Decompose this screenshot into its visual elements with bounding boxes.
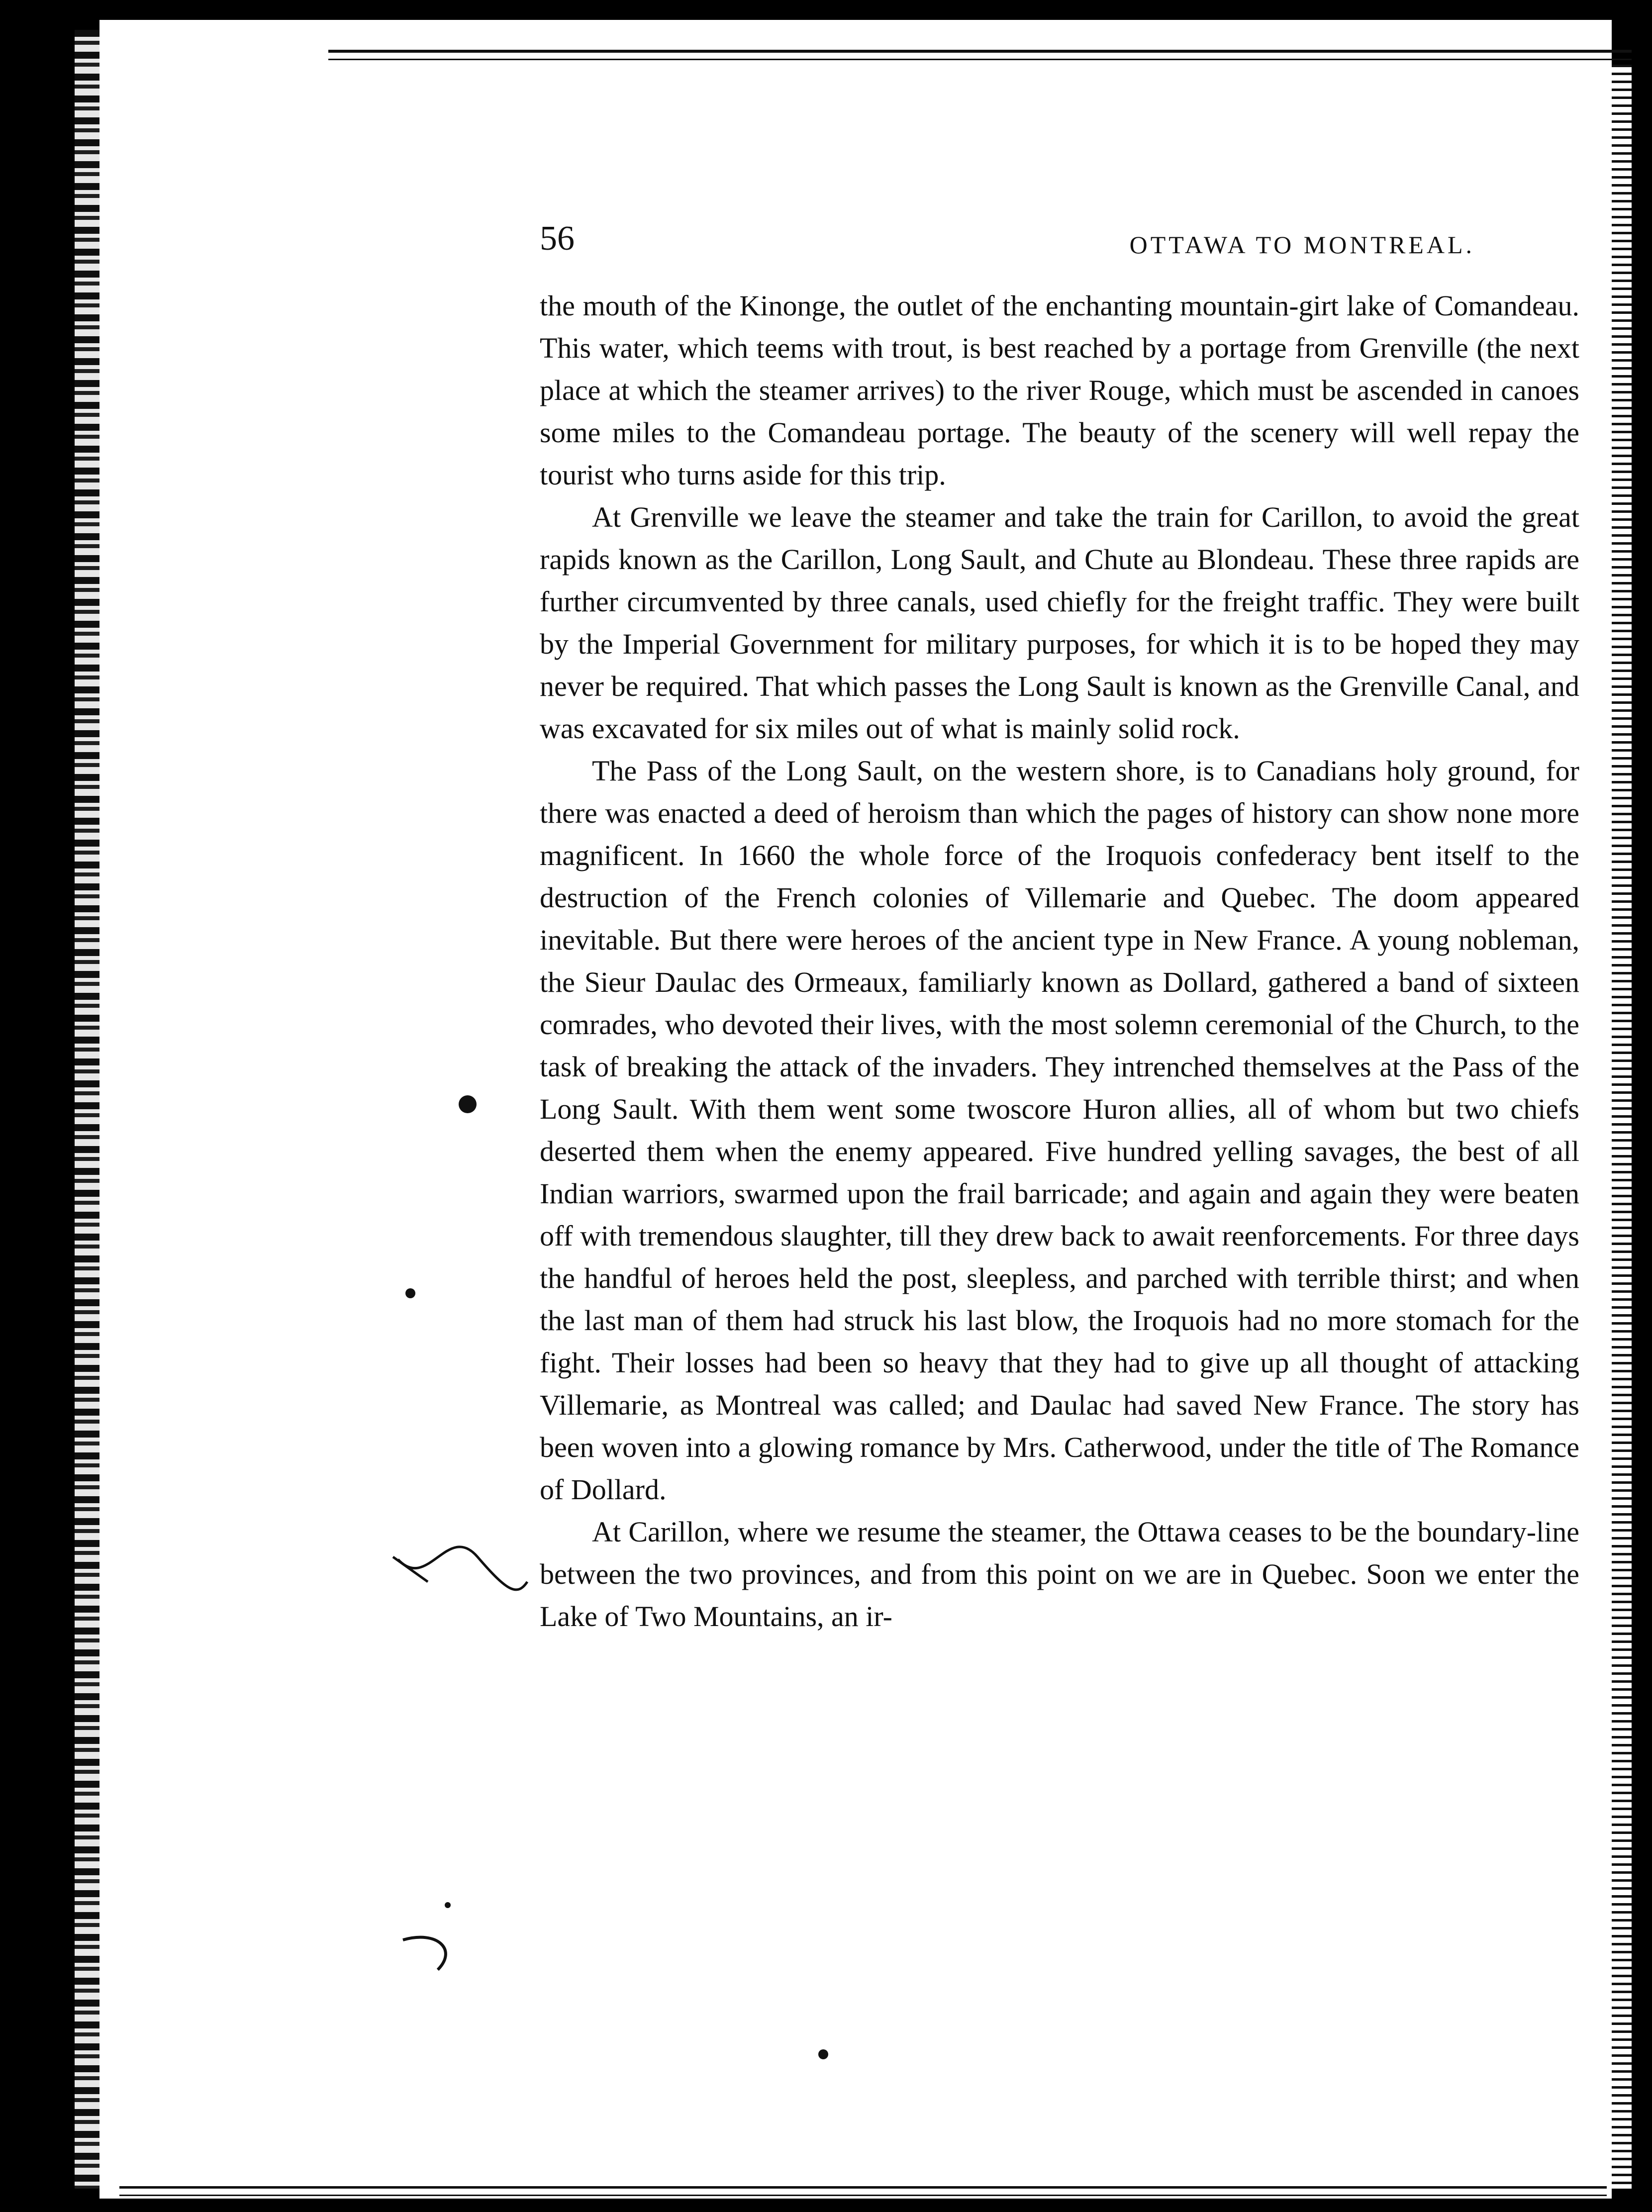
- paragraph: At Carillon, where we resume the steamer, the Ottawa ceases to be the boundary-line between the two provinces, and from this point on we are in Quebec. Soon we enter the Lake of Two Mountains, an ir-: [540, 1516, 1579, 1633]
- paragraph: the mouth of the Kinonge, the outlet of the enchanting mountain-girt lake of Comandeau. This water, which teems with trout, is best reached by a portage from Grenville (the next place at which the steamer arrives) to the river Rouge, which must be ascended in canoes some miles to the Comandeau portage. The beauty of the scenery will well repay the tourist who turns aside for this trip.: [540, 289, 1579, 491]
- paragraph: At Grenville we leave the steamer and take the train for Carillon, to avoid the great rapids known as the Carillon, Long Sault, and Chute au Blondeau. These three rapids are further circumvented by three canals, used chiefly for the freight traffic. They were built by the Imperial Government for military purposes, for which it is to be hoped they may never be required. That which passes the Long Sault is known as the Grenville Canal, and was excavated for six miles out of what is mainly solid rock.: [540, 501, 1579, 745]
- page-number: 56: [540, 219, 575, 258]
- running-head: OTTAWA TO MONTREAL.: [1129, 231, 1475, 259]
- paragraph: The Pass of the Long Sault, on the western shore, is to Canadians holy ground, for there was enacted a deed of heroism than which the pages of history can show none more magnificent. In 1660 the whole force of the Iroquois confederacy bent itself to the destruction of the French colonies of Villemarie and Quebec. The doom appeared inevitable. But there were heroes of the ancient type in New France. A young nobleman, the Sieur Daulac des Ormeaux, familiarly known as Dollard, gathered a band of sixteen comrades, who devoted their lives, with the most solemn ceremonial of the Church, to the task of breaking the attack of the invaders. They intrenched themselves at the Pass of the Long Sault. With them went some twoscore Huron allies, all of whom but two chiefs deserted them when the enemy appeared. Five hundred yelling savages, the best of all Indian warriors, swarmed upon the frail barricade; and again and again they were beaten off with tremendous slaughter, till they drew back to await reenforcements. For three days the handful of heroes held the post, sleepless, and parched with terrible thirst; and when the last man of them had struck his last blow, the Iroquois had no more stomach for the fight. Their losses had been so heavy that they had to give up all thought of attacking Villemarie, as Montreal was called; and Daulac had saved New France. The story has been woven into a glowing romance by Mrs. Catherwood, under the title of The Romance of Dollard.: [540, 755, 1579, 1506]
